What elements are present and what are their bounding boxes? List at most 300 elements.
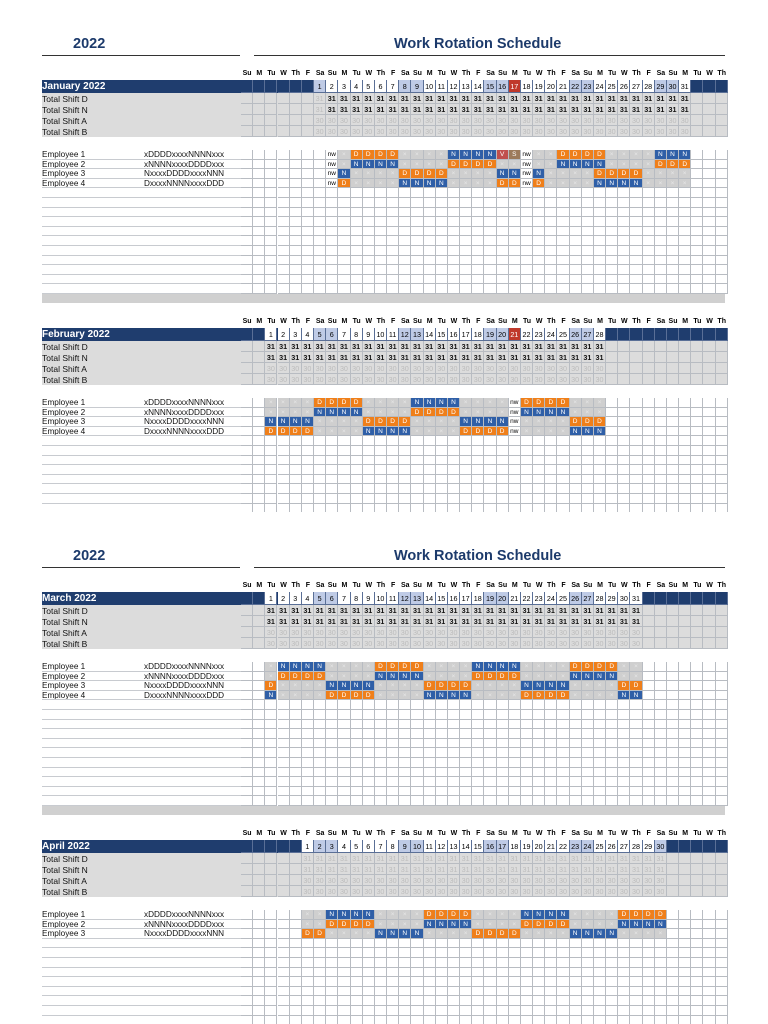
shift-cell[interactable]: N bbox=[545, 681, 557, 691]
date-cell[interactable]: 15 bbox=[436, 592, 448, 605]
date-cell[interactable]: 28 bbox=[630, 840, 642, 853]
shift-cell[interactable]: × bbox=[265, 398, 277, 408]
shift-cell[interactable]: N bbox=[436, 398, 448, 408]
shift-cell[interactable]: × bbox=[387, 910, 399, 920]
shift-cell[interactable]: N bbox=[618, 179, 630, 189]
shift-cell[interactable]: × bbox=[460, 929, 472, 939]
shift-cell[interactable]: × bbox=[570, 398, 582, 408]
shift-cell[interactable]: nw bbox=[326, 150, 338, 160]
shift-cell[interactable]: D bbox=[606, 169, 618, 179]
shift-cell[interactable]: D bbox=[618, 910, 630, 920]
shift-cell[interactable]: N bbox=[557, 910, 569, 920]
shift-cell[interactable]: N bbox=[375, 427, 387, 437]
shift-cell[interactable]: D bbox=[582, 150, 594, 160]
shift-cell[interactable]: D bbox=[338, 179, 350, 189]
shift-cell[interactable]: nw bbox=[326, 179, 338, 189]
shift-cell[interactable]: D bbox=[497, 929, 509, 939]
shift-cell[interactable]: × bbox=[606, 150, 618, 160]
shift-cell[interactable]: × bbox=[472, 179, 484, 189]
shift-cell[interactable]: × bbox=[460, 169, 472, 179]
shift-cell[interactable]: N bbox=[448, 691, 460, 701]
date-cell[interactable]: 19 bbox=[521, 840, 533, 853]
shift-cell[interactable]: × bbox=[424, 417, 436, 427]
shift-cell[interactable]: D bbox=[265, 681, 277, 691]
shift-cell[interactable]: × bbox=[411, 417, 423, 427]
shift-cell[interactable]: × bbox=[643, 929, 655, 939]
date-cell[interactable]: 3 bbox=[338, 80, 350, 93]
shift-cell[interactable]: × bbox=[314, 920, 326, 930]
shift-cell[interactable]: × bbox=[643, 160, 655, 170]
shift-cell[interactable]: × bbox=[570, 169, 582, 179]
date-cell[interactable]: 24 bbox=[582, 840, 594, 853]
date-cell[interactable]: 13 bbox=[460, 80, 472, 93]
date-cell[interactable]: 7 bbox=[375, 840, 387, 853]
shift-cell[interactable]: D bbox=[399, 662, 411, 672]
shift-cell[interactable]: N bbox=[521, 681, 533, 691]
shift-cell[interactable]: N bbox=[606, 672, 618, 682]
shift-cell[interactable]: × bbox=[399, 681, 411, 691]
shift-cell[interactable]: D bbox=[387, 662, 399, 672]
shift-cell[interactable]: N bbox=[351, 910, 363, 920]
shift-cell[interactable]: D bbox=[314, 398, 326, 408]
shift-cell[interactable]: S bbox=[509, 150, 521, 160]
shift-cell[interactable]: × bbox=[363, 408, 375, 418]
shift-cell[interactable]: × bbox=[509, 160, 521, 170]
date-cell[interactable]: 27 bbox=[618, 840, 630, 853]
shift-cell[interactable]: N bbox=[460, 150, 472, 160]
date-cell[interactable]: 28 bbox=[643, 80, 655, 93]
shift-cell[interactable]: N bbox=[448, 150, 460, 160]
shift-cell[interactable]: × bbox=[448, 169, 460, 179]
shift-cell[interactable]: × bbox=[630, 150, 642, 160]
shift-cell[interactable]: N bbox=[375, 672, 387, 682]
shift-cell[interactable]: × bbox=[411, 920, 423, 930]
shift-cell[interactable]: × bbox=[533, 427, 545, 437]
date-cell[interactable]: 8 bbox=[387, 840, 399, 853]
date-cell[interactable]: 20 bbox=[497, 328, 509, 341]
shift-cell[interactable]: N bbox=[265, 691, 277, 701]
shift-cell[interactable]: D bbox=[338, 691, 350, 701]
shift-cell[interactable]: × bbox=[302, 691, 314, 701]
shift-cell[interactable]: × bbox=[618, 672, 630, 682]
shift-cell[interactable]: × bbox=[630, 672, 642, 682]
shift-cell[interactable]: D bbox=[448, 681, 460, 691]
date-cell[interactable]: 21 bbox=[545, 840, 557, 853]
shift-cell[interactable]: N bbox=[363, 910, 375, 920]
shift-cell[interactable]: × bbox=[424, 150, 436, 160]
date-cell[interactable]: 9 bbox=[363, 592, 375, 605]
shift-cell[interactable]: × bbox=[594, 910, 606, 920]
shift-cell[interactable]: N bbox=[302, 417, 314, 427]
date-cell[interactable]: 7 bbox=[387, 80, 399, 93]
shift-cell[interactable]: × bbox=[314, 681, 326, 691]
shift-cell[interactable]: × bbox=[302, 398, 314, 408]
shift-cell[interactable]: × bbox=[375, 691, 387, 701]
date-cell[interactable]: 15 bbox=[436, 328, 448, 341]
shift-cell[interactable]: × bbox=[570, 920, 582, 930]
shift-cell[interactable]: × bbox=[521, 662, 533, 672]
date-cell[interactable]: 23 bbox=[533, 592, 545, 605]
shift-cell[interactable]: D bbox=[351, 920, 363, 930]
date-cell[interactable]: 24 bbox=[594, 80, 606, 93]
shift-cell[interactable]: N bbox=[655, 150, 667, 160]
shift-cell[interactable]: × bbox=[533, 929, 545, 939]
date-cell[interactable]: 4 bbox=[302, 328, 314, 341]
shift-cell[interactable]: × bbox=[472, 398, 484, 408]
date-cell[interactable]: 22 bbox=[521, 328, 533, 341]
shift-cell[interactable]: N bbox=[448, 920, 460, 930]
shift-cell[interactable]: D bbox=[448, 160, 460, 170]
shift-cell[interactable]: D bbox=[594, 662, 606, 672]
shift-cell[interactable]: × bbox=[436, 417, 448, 427]
shift-cell[interactable]: N bbox=[570, 929, 582, 939]
shift-cell[interactable]: × bbox=[351, 672, 363, 682]
date-cell[interactable]: 14 bbox=[460, 840, 472, 853]
date-cell[interactable]: 21 bbox=[509, 592, 521, 605]
shift-cell[interactable]: D bbox=[545, 920, 557, 930]
shift-cell[interactable]: × bbox=[472, 910, 484, 920]
shift-cell[interactable]: N bbox=[655, 920, 667, 930]
shift-cell[interactable]: N bbox=[460, 691, 472, 701]
shift-cell[interactable]: × bbox=[545, 662, 557, 672]
shift-cell[interactable]: × bbox=[302, 408, 314, 418]
date-cell[interactable]: 1 bbox=[314, 80, 326, 93]
shift-cell[interactable]: × bbox=[326, 427, 338, 437]
shift-cell[interactable]: × bbox=[387, 398, 399, 408]
shift-cell[interactable]: N bbox=[582, 672, 594, 682]
shift-cell[interactable]: × bbox=[606, 691, 618, 701]
date-cell[interactable]: 25 bbox=[594, 840, 606, 853]
shift-cell[interactable]: N bbox=[448, 398, 460, 408]
shift-cell[interactable]: × bbox=[265, 408, 277, 418]
date-cell[interactable]: 30 bbox=[655, 840, 667, 853]
date-cell[interactable]: 13 bbox=[411, 592, 423, 605]
shift-cell[interactable]: D bbox=[594, 417, 606, 427]
shift-cell[interactable]: × bbox=[460, 408, 472, 418]
shift-cell[interactable]: D bbox=[448, 408, 460, 418]
shift-cell[interactable]: × bbox=[582, 681, 594, 691]
shift-cell[interactable]: × bbox=[399, 160, 411, 170]
date-cell[interactable]: 19 bbox=[533, 80, 545, 93]
shift-cell[interactable]: × bbox=[351, 929, 363, 939]
date-cell[interactable]: 1 bbox=[302, 840, 314, 853]
shift-cell[interactable]: N bbox=[521, 910, 533, 920]
shift-cell[interactable]: N bbox=[497, 662, 509, 672]
shift-cell[interactable]: D bbox=[375, 417, 387, 427]
date-cell[interactable]: 20 bbox=[533, 840, 545, 853]
shift-cell[interactable]: × bbox=[497, 681, 509, 691]
shift-cell[interactable]: D bbox=[363, 691, 375, 701]
shift-cell[interactable]: D bbox=[630, 169, 642, 179]
date-cell[interactable]: 2 bbox=[278, 592, 290, 605]
shift-cell[interactable]: N bbox=[387, 427, 399, 437]
date-cell[interactable]: 31 bbox=[679, 80, 691, 93]
shift-cell[interactable]: × bbox=[314, 427, 326, 437]
shift-cell[interactable]: D bbox=[497, 179, 509, 189]
shift-cell[interactable]: × bbox=[521, 417, 533, 427]
date-cell[interactable]: 8 bbox=[351, 328, 363, 341]
shift-cell[interactable]: N bbox=[594, 179, 606, 189]
date-cell[interactable]: 6 bbox=[375, 80, 387, 93]
shift-cell[interactable]: × bbox=[290, 691, 302, 701]
shift-cell[interactable]: × bbox=[338, 160, 350, 170]
shift-cell[interactable]: N bbox=[290, 417, 302, 427]
shift-cell[interactable]: D bbox=[679, 160, 691, 170]
shift-cell[interactable]: × bbox=[314, 417, 326, 427]
shift-cell[interactable]: N bbox=[472, 150, 484, 160]
shift-cell[interactable]: N bbox=[411, 398, 423, 408]
shift-cell[interactable]: × bbox=[570, 681, 582, 691]
date-cell[interactable]: 1 bbox=[265, 592, 277, 605]
date-cell[interactable]: 13 bbox=[448, 840, 460, 853]
shift-cell[interactable]: N bbox=[399, 427, 411, 437]
shift-cell[interactable]: nw bbox=[326, 160, 338, 170]
shift-cell[interactable]: × bbox=[582, 920, 594, 930]
date-cell[interactable]: 17 bbox=[497, 840, 509, 853]
date-cell[interactable]: 26 bbox=[570, 592, 582, 605]
shift-cell[interactable]: × bbox=[436, 672, 448, 682]
shift-cell[interactable]: D bbox=[302, 427, 314, 437]
shift-cell[interactable]: N bbox=[484, 662, 496, 672]
date-cell[interactable]: 20 bbox=[545, 80, 557, 93]
shift-cell[interactable]: D bbox=[533, 691, 545, 701]
shift-cell[interactable]: × bbox=[448, 662, 460, 672]
date-cell[interactable]: 24 bbox=[545, 592, 557, 605]
date-cell[interactable]: 30 bbox=[618, 592, 630, 605]
date-cell[interactable]: 11 bbox=[436, 80, 448, 93]
shift-cell[interactable]: D bbox=[351, 150, 363, 160]
shift-cell[interactable]: D bbox=[557, 150, 569, 160]
date-cell[interactable]: 28 bbox=[594, 592, 606, 605]
shift-cell[interactable]: D bbox=[484, 160, 496, 170]
shift-cell[interactable]: N bbox=[363, 160, 375, 170]
date-cell[interactable]: 19 bbox=[484, 592, 496, 605]
shift-cell[interactable]: D bbox=[570, 662, 582, 672]
shift-cell[interactable]: × bbox=[448, 929, 460, 939]
date-cell[interactable]: 25 bbox=[606, 80, 618, 93]
shift-cell[interactable]: D bbox=[521, 398, 533, 408]
shift-cell[interactable]: × bbox=[545, 160, 557, 170]
shift-cell[interactable]: × bbox=[594, 681, 606, 691]
date-cell[interactable]: 22 bbox=[557, 840, 569, 853]
date-cell[interactable]: 9 bbox=[411, 80, 423, 93]
shift-cell[interactable]: × bbox=[363, 929, 375, 939]
shift-cell[interactable]: D bbox=[570, 417, 582, 427]
shift-cell[interactable]: × bbox=[484, 910, 496, 920]
shift-cell[interactable]: × bbox=[557, 427, 569, 437]
shift-cell[interactable]: D bbox=[375, 150, 387, 160]
date-cell[interactable]: 30 bbox=[667, 80, 679, 93]
shift-cell[interactable]: × bbox=[472, 408, 484, 418]
shift-cell[interactable]: × bbox=[338, 427, 350, 437]
shift-cell[interactable]: × bbox=[557, 417, 569, 427]
shift-cell[interactable]: D bbox=[436, 408, 448, 418]
shift-cell[interactable]: D bbox=[351, 691, 363, 701]
shift-cell[interactable]: × bbox=[606, 681, 618, 691]
shift-cell[interactable]: × bbox=[411, 681, 423, 691]
shift-cell[interactable]: × bbox=[497, 398, 509, 408]
shift-cell[interactable]: N bbox=[375, 160, 387, 170]
shift-cell[interactable]: N bbox=[582, 427, 594, 437]
shift-cell[interactable]: N bbox=[326, 408, 338, 418]
shift-cell[interactable]: D bbox=[302, 929, 314, 939]
shift-cell[interactable]: N bbox=[399, 179, 411, 189]
shift-cell[interactable]: D bbox=[411, 169, 423, 179]
shift-cell[interactable]: × bbox=[484, 691, 496, 701]
shift-cell[interactable]: × bbox=[290, 681, 302, 691]
shift-cell[interactable]: × bbox=[424, 672, 436, 682]
shift-cell[interactable]: D bbox=[338, 920, 350, 930]
date-cell[interactable]: 18 bbox=[472, 328, 484, 341]
shift-cell[interactable]: D bbox=[594, 150, 606, 160]
date-cell[interactable]: 8 bbox=[351, 592, 363, 605]
shift-cell[interactable]: N bbox=[314, 662, 326, 672]
shift-cell[interactable]: N bbox=[667, 150, 679, 160]
shift-cell[interactable]: × bbox=[338, 672, 350, 682]
date-cell[interactable]: 10 bbox=[375, 328, 387, 341]
shift-cell[interactable]: × bbox=[375, 910, 387, 920]
shift-cell[interactable]: N bbox=[643, 920, 655, 930]
shift-cell[interactable]: N bbox=[582, 160, 594, 170]
shift-cell[interactable]: D bbox=[387, 150, 399, 160]
shift-cell[interactable]: D bbox=[521, 920, 533, 930]
shift-cell[interactable]: nw bbox=[521, 150, 533, 160]
shift-cell[interactable]: N bbox=[533, 910, 545, 920]
date-cell[interactable]: 5 bbox=[363, 80, 375, 93]
date-cell[interactable]: 7 bbox=[338, 328, 350, 341]
shift-cell[interactable]: × bbox=[570, 910, 582, 920]
shift-cell[interactable]: × bbox=[399, 408, 411, 418]
shift-cell[interactable]: × bbox=[570, 179, 582, 189]
shift-cell[interactable]: × bbox=[399, 910, 411, 920]
shift-cell[interactable]: N bbox=[424, 179, 436, 189]
date-cell[interactable]: 10 bbox=[375, 592, 387, 605]
shift-cell[interactable]: D bbox=[472, 672, 484, 682]
shift-cell[interactable]: N bbox=[570, 160, 582, 170]
shift-cell[interactable]: × bbox=[582, 398, 594, 408]
shift-cell[interactable]: N bbox=[533, 169, 545, 179]
shift-cell[interactable]: × bbox=[387, 179, 399, 189]
date-cell[interactable]: 12 bbox=[436, 840, 448, 853]
shift-cell[interactable]: D bbox=[424, 910, 436, 920]
shift-cell[interactable]: × bbox=[582, 910, 594, 920]
shift-cell[interactable]: D bbox=[533, 398, 545, 408]
shift-cell[interactable]: × bbox=[460, 179, 472, 189]
shift-cell[interactable]: D bbox=[399, 417, 411, 427]
shift-cell[interactable]: × bbox=[679, 169, 691, 179]
shift-cell[interactable]: nw bbox=[509, 417, 521, 427]
date-cell[interactable]: 11 bbox=[387, 592, 399, 605]
shift-cell[interactable]: N bbox=[533, 681, 545, 691]
shift-cell[interactable]: × bbox=[399, 150, 411, 160]
date-cell[interactable]: 25 bbox=[557, 592, 569, 605]
shift-cell[interactable]: N bbox=[351, 408, 363, 418]
shift-cell[interactable]: N bbox=[630, 691, 642, 701]
date-cell[interactable]: 31 bbox=[630, 592, 642, 605]
date-cell[interactable]: 5 bbox=[351, 840, 363, 853]
shift-cell[interactable]: × bbox=[606, 920, 618, 930]
shift-cell[interactable]: × bbox=[533, 662, 545, 672]
date-cell[interactable]: 8 bbox=[399, 80, 411, 93]
shift-cell[interactable]: × bbox=[533, 150, 545, 160]
shift-cell[interactable]: × bbox=[411, 910, 423, 920]
shift-cell[interactable]: × bbox=[338, 417, 350, 427]
shift-cell[interactable]: × bbox=[533, 160, 545, 170]
shift-cell[interactable]: D bbox=[436, 910, 448, 920]
shift-cell[interactable]: nw bbox=[521, 169, 533, 179]
shift-cell[interactable]: D bbox=[582, 417, 594, 427]
shift-cell[interactable]: nw bbox=[326, 169, 338, 179]
shift-cell[interactable]: × bbox=[290, 398, 302, 408]
date-cell[interactable]: 12 bbox=[399, 328, 411, 341]
shift-cell[interactable]: × bbox=[326, 672, 338, 682]
shift-cell[interactable]: D bbox=[460, 160, 472, 170]
shift-cell[interactable]: D bbox=[545, 398, 557, 408]
date-cell[interactable]: 27 bbox=[582, 592, 594, 605]
shift-cell[interactable]: D bbox=[363, 417, 375, 427]
shift-cell[interactable]: × bbox=[497, 910, 509, 920]
shift-cell[interactable]: × bbox=[533, 672, 545, 682]
shift-cell[interactable]: N bbox=[679, 150, 691, 160]
shift-cell[interactable]: D bbox=[484, 929, 496, 939]
shift-cell[interactable]: × bbox=[643, 169, 655, 179]
shift-cell[interactable]: × bbox=[655, 929, 667, 939]
date-cell[interactable]: 18 bbox=[509, 840, 521, 853]
shift-cell[interactable]: × bbox=[278, 398, 290, 408]
shift-cell[interactable]: × bbox=[375, 179, 387, 189]
shift-cell[interactable]: × bbox=[424, 929, 436, 939]
shift-cell[interactable]: N bbox=[436, 920, 448, 930]
shift-cell[interactable]: D bbox=[460, 427, 472, 437]
shift-cell[interactable]: N bbox=[630, 920, 642, 930]
date-cell[interactable]: 20 bbox=[497, 592, 509, 605]
shift-cell[interactable]: × bbox=[278, 691, 290, 701]
date-cell[interactable]: 16 bbox=[448, 328, 460, 341]
shift-cell[interactable]: N bbox=[411, 672, 423, 682]
shift-cell[interactable]: × bbox=[618, 150, 630, 160]
shift-cell[interactable]: D bbox=[484, 672, 496, 682]
shift-cell[interactable]: × bbox=[582, 179, 594, 189]
date-cell[interactable]: 12 bbox=[448, 80, 460, 93]
date-cell[interactable]: 15 bbox=[484, 80, 496, 93]
shift-cell[interactable]: × bbox=[509, 681, 521, 691]
shift-cell[interactable]: N bbox=[460, 417, 472, 427]
shift-cell[interactable]: × bbox=[643, 150, 655, 160]
shift-cell[interactable]: D bbox=[509, 929, 521, 939]
shift-cell[interactable]: × bbox=[557, 179, 569, 189]
shift-cell[interactable]: D bbox=[338, 398, 350, 408]
shift-cell[interactable]: D bbox=[424, 169, 436, 179]
date-cell[interactable]: 4 bbox=[338, 840, 350, 853]
shift-cell[interactable]: × bbox=[497, 408, 509, 418]
date-cell[interactable]: 9 bbox=[363, 328, 375, 341]
shift-cell[interactable]: × bbox=[545, 427, 557, 437]
shift-cell[interactable]: N bbox=[606, 929, 618, 939]
shift-cell[interactable]: D bbox=[557, 691, 569, 701]
shift-cell[interactable]: N bbox=[387, 672, 399, 682]
shift-cell[interactable]: V bbox=[497, 150, 509, 160]
shift-cell[interactable]: N bbox=[375, 929, 387, 939]
shift-cell[interactable]: N bbox=[497, 169, 509, 179]
date-cell[interactable]: 11 bbox=[387, 328, 399, 341]
date-cell[interactable]: 21 bbox=[557, 80, 569, 93]
shift-cell[interactable]: D bbox=[472, 427, 484, 437]
shift-cell[interactable]: N bbox=[278, 417, 290, 427]
shift-cell[interactable]: × bbox=[460, 662, 472, 672]
shift-cell[interactable]: N bbox=[472, 417, 484, 427]
shift-cell[interactable]: × bbox=[484, 169, 496, 179]
shift-cell[interactable]: × bbox=[314, 691, 326, 701]
